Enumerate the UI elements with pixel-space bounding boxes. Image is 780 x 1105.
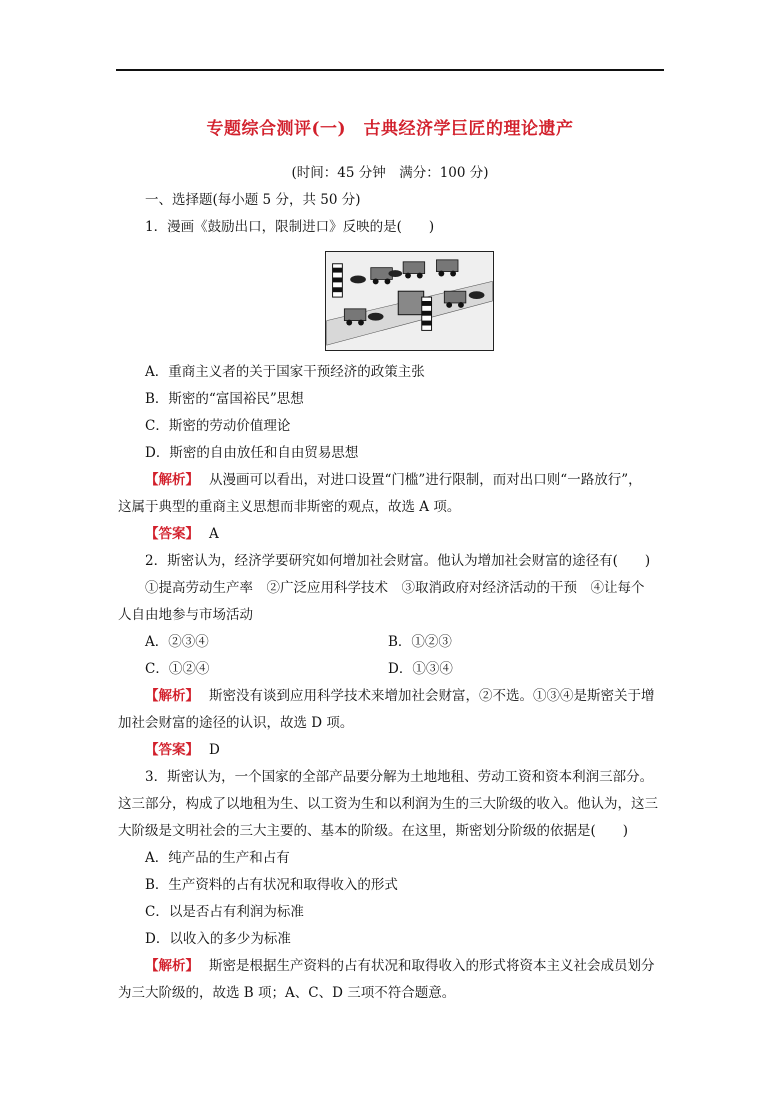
q2-answer-value: D [209, 742, 220, 758]
q2-items: ①提高劳动生产率 ②广泛应用科学技术 ③取消政府对经济活动的干预 ④让每个 [145, 580, 645, 596]
q1-option-d: D．斯密的自由放任和自由贸易思想 [145, 445, 359, 461]
analysis-tag: 【解析】 [145, 958, 199, 974]
q3-stem-cont-2: 大阶级是文明社会的三大主要的、基本的阶级。在这里，斯密划分阶级的依据是( ) [118, 823, 629, 839]
q2-answer [145, 740, 220, 760]
q1-analysis-text: 从漫画可以看出，对进口设置“门槛”进行限制，而对出口则“一路放行”， [209, 472, 642, 488]
q2-items-cont: 人自由地参与市场活动 [118, 607, 253, 623]
q2-option-d: D．①③④ [388, 661, 453, 677]
q1-option-b: B．斯密的“富国裕民”思想 [145, 391, 304, 407]
section-heading: 一、选择题(每小题 5 分，共 50 分) [145, 192, 361, 208]
exam-meta: (时间：45 分钟 满分：100 分) [291, 165, 489, 181]
q3-option-b: B．生产资料的占有状况和取得收入的形式 [145, 877, 398, 893]
q2-option-c: C．①②④ [145, 661, 210, 677]
q2-analysis-cont: 加社会财富的途径的认识，故选 D 项。 [118, 715, 354, 731]
q2-analysis-text: 斯密没有谈到应用科学技术来增加社会财富，②不选。①③④是斯密关于增 [209, 688, 655, 704]
q3-analysis-cont: 为三大阶级的，故选 B 项；A、C、D 三项不符合题意。 [118, 985, 456, 1001]
q3-option-d: D．以收入的多少为标准 [145, 931, 291, 947]
q2-option-a: A．②③④ [145, 634, 209, 650]
q1-option-a: A．重商主义者的关于国家干预经济的政策主张 [145, 364, 425, 380]
answer-tag: 【答案】 [145, 526, 199, 542]
q1-option-c: C．斯密的劳动价值理论 [145, 418, 291, 434]
answer-tag: 【答案】 [145, 742, 199, 758]
page-title: 专题综合测评(一) 古典经济学巨匠的理论遗产 [206, 119, 574, 139]
q1-answer [145, 524, 219, 544]
q3-analysis [145, 956, 655, 976]
q1-answer-value: A [209, 526, 219, 542]
analysis-tag: 【解析】 [145, 472, 199, 488]
q2-analysis [145, 686, 655, 706]
q1-analysis-cont: 这属于典型的重商主义思想而非斯密的观点，故选 A 项。 [118, 499, 461, 515]
q3-analysis-text: 斯密是根据生产资料的占有状况和取得收入的形式将资本主义社会成员划分 [209, 958, 655, 974]
q1-stem: 1．漫画《鼓励出口，限制进口》反映的是( ) [145, 219, 435, 235]
header-rule [116, 69, 664, 71]
cartoon-trade-illustration-icon [326, 252, 493, 350]
q3-option-c: C．以是否占有利润为标准 [145, 904, 304, 920]
q3-option-a: A．纯产品的生产和占有 [145, 850, 290, 866]
q3-stem: 3．斯密认为，一个国家的全部产品要分解为土地地租、劳动工资和资本利润三部分。 [145, 769, 654, 785]
q1-analysis [145, 470, 642, 490]
analysis-tag: 【解析】 [145, 688, 199, 704]
q1-cartoon-figure [325, 251, 494, 351]
q2-stem: 2．斯密认为，经济学要研究如何增加社会财富。他认为增加社会财富的途径有( ) [145, 553, 651, 569]
q2-option-b: B．①②③ [388, 634, 452, 650]
q3-stem-cont-1: 这三部分，构成了以地租为生、以工资为生和以利润为生的三大阶级的收入。他认为，这三 [118, 796, 658, 812]
